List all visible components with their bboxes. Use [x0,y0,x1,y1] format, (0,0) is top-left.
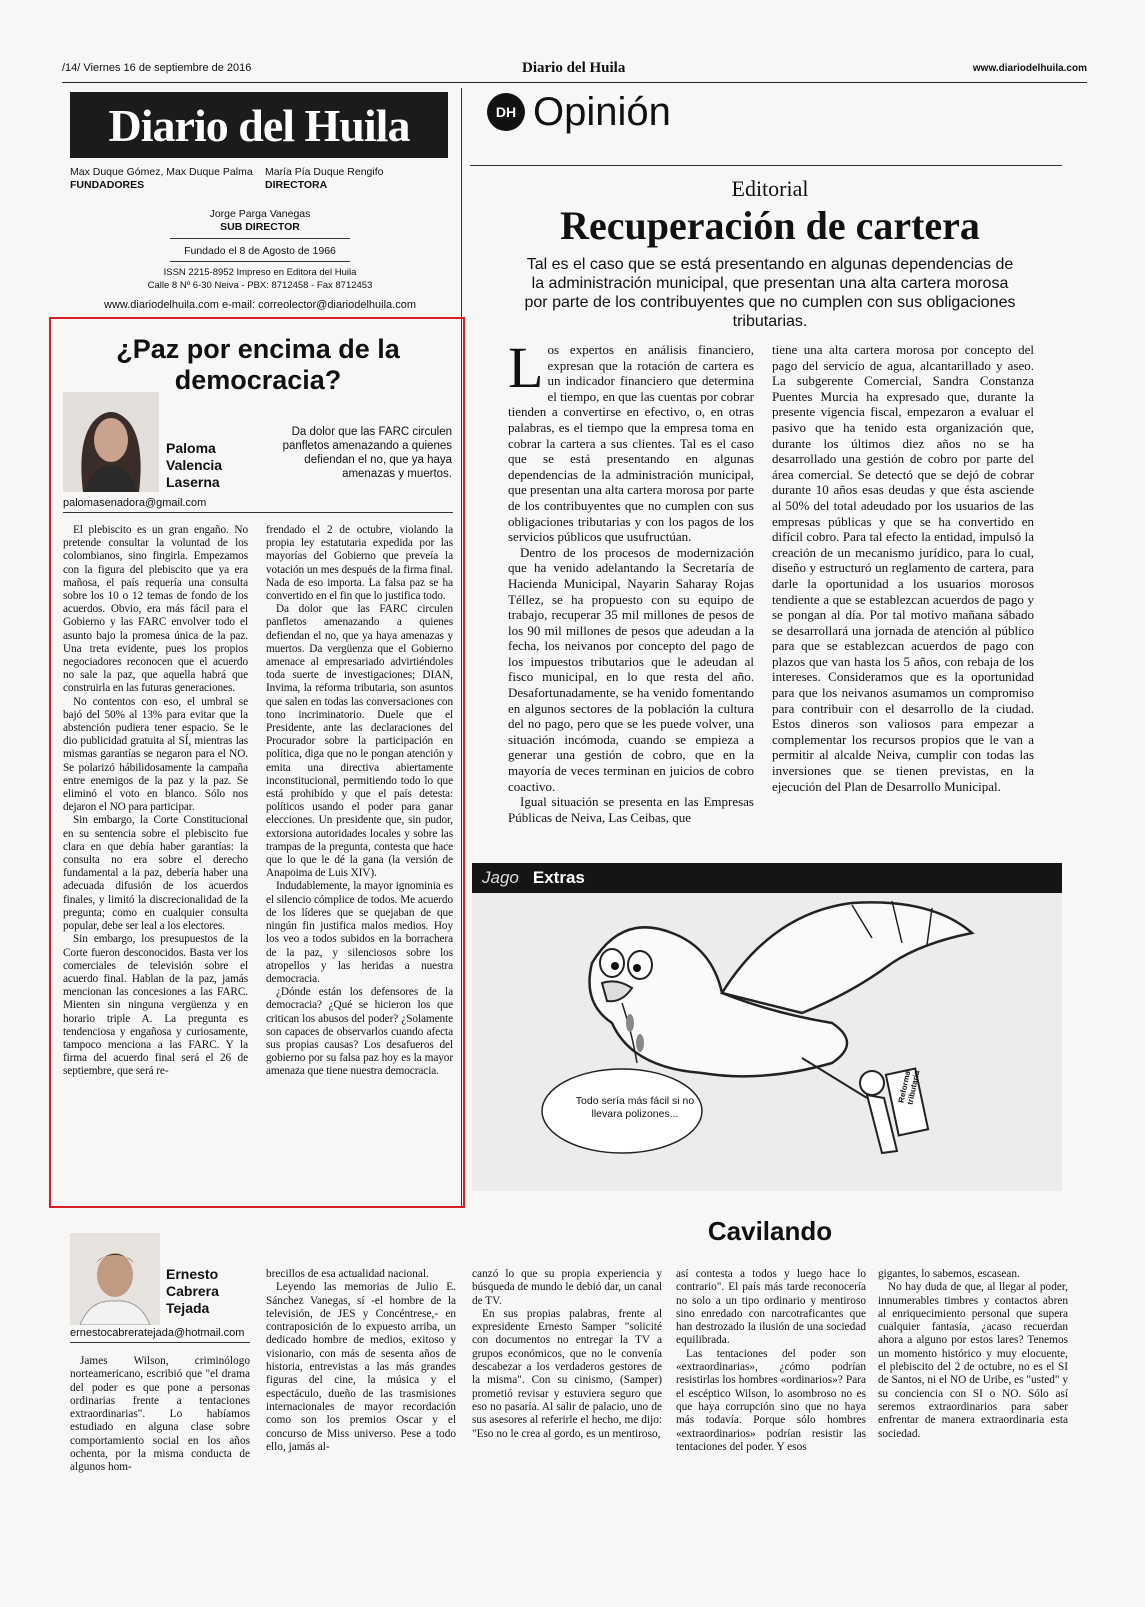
author-email: palomasenadora@gmail.com [63,497,207,509]
opinion-header [487,88,671,136]
paragraph: gigantes, lo sabemos, escasean. [878,1268,1020,1280]
paragraph: El plebiscito es un gran engaño. No pretende consultar la voluntad de los colombianos, sino fingirla. Empezamos con la figura del plebiscito que ya era mañosa, el país requería una consulta sobre los 10 o 12 temas de fondo de los acuerdos. Obvio, era más fácil para el Gobierno y las FARC envolver todo el asunto bajo la promesa única de la paz. Una treta evidente, pues los propios negociadores reconocen que el acuerdo no sale la paz, que aquella habrá que construirla en las futuras generaciones. [63,524,248,695]
pull-quote: Da dolor que las FARC circulen panfletos amenazando a quienes defiendan el no, que ya haya amenazas y muertos. [282,426,452,480]
article-title: ¿Paz por encima de la democracia? [116,334,400,395]
director-block [265,166,455,192]
editorial-title: Recuperación de cartera [560,203,980,248]
paragraph: Los expertos en análisis financiero, expresan que la rotación de cartera es un indicador financiero que determina el tiempo, en que las cuentas por cobrar tienden a convertirse en efectivo, o, en otras palabras, es el tiempo que la empresa toma en cobrar la cartera a sus clientes. Tal es el caso que se está presentando en algunas dependencias de la administración municipal, que presentan una alta cartera morosa por parte de los contribuyentes que no cumplen con sus obligaciones tributarias y con los pagos de los servicios públicos que usufructúan. [508,335,754,545]
paragraph: Indudablemente, la mayor ignominia es el silencio cómplice de todos. Me acuerdo de los líderes que se quejaban de que ningún fin justifica malos medios. Hoy los veo a todos subidos en la borrachera de la paz, y silenciosos sobre los atropellos y las heridas a nuestra democracia. [266,880,453,985]
paragraph: Sin embargo, los presupuestos de la Corte fueron desconocidos. Basta ver los comerciales de televisión sobre el acuerdo final. Hablan de la paz, jamás mencionan las concesiones a las FARC. Mienten sin ninguna vergüenza y en horario triple A. La pregunta es tendenciosa y engañosa y curiosamente, tampoco menciona a las FARC. Y la firma del acuerdo final será el 26 de septiembre, que será re- [63,933,248,1078]
cartoon-image [472,893,1062,1191]
oped-column-1 [63,524,248,1079]
page-info: /14/ Viernes 16 de septiembre de 2016 [62,62,252,74]
author-email: ernestocabreratejada@hotmail.com [70,1327,245,1339]
cartoon-sign-text: Reforma tributaria [896,1069,922,1106]
address-line: Calle 8 Nº 6-30 Neiva - PBX: 8712458 - Fax 8712453 [147,280,373,291]
paragraph: Las tentaciones del poder son «extraordinarias», ¿cómo podrían resistirlas los hombres «ordinarios»? Para el escéptico Wilson, lo asombroso no es que haya corrupción sino que no haya más todavía. Porque sólo hombres «extraordinarios» podrían resistir las tentaciones del poder. Y esos [676,1347,866,1453]
section-title: Opinión [533,89,671,134]
paragraph: Dentro de los procesos de modernización que ha venido adelantando la Secretaría de Hacienda Municipal, Nayarin Saharay Rojas Téllez, se ha propuesto con su equipo de trabajo, recuperar 35 mil millones de pesos de los 90 mil millones de pesos que adeudan a la fecha, los neivanos por concepto del pago de los impuestos tributarios que le adeudan al fisco municipal, en lo que resta del año. Desafortunadamente, se ha venido fomentando en algunos sectores de la población la cultura del no pago, pero que se les puede volver, una situación incómoda, cuando se empieza a generar una gestión de cobro, que en la mayoría de veces terminan en juicios de cobro coactivo. [508,544,754,794]
paragraph: brecillos de esa actualidad nacional. [266,1268,429,1280]
editorial-label: Editorial [731,176,809,201]
paragraph: No contentos con eso, el umbral se bajó del 50% al 13% para evitar que la abstención pudiera tener espacio. Se le dio publicidad gratuita al SÍ, mientras las mismas garantías se negaron para el NO. Se polarizó hábilidosamente la campaña entre enemigos de la paz y la paz. Se eliminó el voto en blanco. Sólo nos dejaron el NO para participar. [63,695,248,814]
divider [63,512,453,513]
paragraph: frendado el 2 de octubre, violando la propia ley estatutaria expedida por las mayorías del Gobierno que preveía la votación un mes después de la firma final. Nada de eso importa. La falsa paz se ha convertido en el fin que lo justifica todo. [266,524,453,603]
header-title: Diario del Huila [522,60,626,76]
paragraph: En sus propias palabras, frente al expresidente Ernesto Samper "solicité con documentos no entregar la TV a grupos económicos, que no le convenía descabezar a los verdaderos gestores de la misma". Con su cinismo, (Samper) prometió revisar y estuviera seguro que eso no pasaría. Al salir de palacio, uno de sus asesores al referirle el hecho, me dijo: "Eso no le crea al gordo, es un mentiroso, [472,1307,662,1440]
author-name: Ernesto Cabrera Tejada [166,1266,219,1316]
founders-names: Max Duque Gómez, Max Duque Palma [70,166,253,178]
divider [170,238,350,239]
cartoon-header [472,863,1062,893]
cartoonist-name: Jago [482,868,519,887]
author-name: Paloma Valencia Laserna [166,440,223,490]
cavilando-column-3 [472,1268,662,1441]
issn-line: ISSN 2215-8952 Impreso en Editora del Huila [163,267,357,278]
director-name: María Pía Duque Rengifo [265,166,384,178]
cavilando-column-4 [676,1268,866,1454]
paragraph: canzó lo que su propia experiencia y búsqueda de mundo le debió dar, un canal de TV. [472,1268,662,1307]
cavilando-column-5 [878,1268,1068,1441]
divider [170,261,350,262]
paragraph: tiene una alta cartera morosa por concepto del pago del servicio de agua, alcantarillado y aseo. La subgerente Comercial, Sandra Constanza Puentes Murcia ha expresado que, durante la presente vigencia fiscal, empezaron a evaluar el pasivo que ha tenido esta organización que, durante los últimos diez años no se ha desarrollado una gestión de cobro por parte del área comercial. Se detectó que se dejó de cobrar durante 10 años esas deudas y que ésta asciende al 50% del total adeudado por los usuarios de las empresas públicas y que se ha convertido en difícil cobro. Para tal efecto la entidad, impulsó la creación de un mecanismo jurídico, para lo cual, diseño y estructuró un reglamento de cartera, para darle la oportunidad a los usuarios morosos tendiente a que se establezcan acuerdos de pago y se pongan al día. Por tal motivo mañana sábado se desarrollará una jornada de atención al público para que se establezcan acuerdos de pago con plazos que van hasta los 5 años, con rebaja de los intereses. Consideramos que es la oportunidad para que los neivanos asumamos un compromiso para contribuir con el desarrollo de la ciudad. Estos dineros son valiosos para empezar a complementar los recursos propios que le van a permitir al alcalde Neiva, cumplir con todas las inversiones que se tienen previstas, en la ejecución del Plan de Desarrollo Municipal. [772,342,1034,794]
paragraph: Da dolor que las FARC circulen panfletos amenazando a quienes defiendan el no, que ya haya amenazas y muertos. Da vergüenza que el Gobierno amenace al empresariado advirtiéndoles toda suerte de investigaciones; DIAN, Invima, la reforma tributaria, son asuntos que salen en todas las conversaciones con tono incriminatorio. Duele que el Presidente, ante las declaraciones del Procurador sobre la participación en política, diga que no le pongan atención y emita una directiva abiertamente inconstitucional, permitiendo todo lo que está prohibido y que el país detesta: políticos usando el poder para ganar elecciones. Un presidente que, sin pudor, extorsiona autoridades locales y sobre las trampas de la pregunta, contesta que hace que lo que le dé la gana (la versión de Anapoima de Luis XIV). [266,603,453,880]
cavilando-title: Cavilando [707,1216,833,1246]
editorial-lead: Tal es el caso que se está presentando en algunas dependencias de la administración municipal, que presentan una alta cartera morosa por parte de los contribuyentes que no cumplen con sus obligaciones tributarias. [524,256,1016,330]
oped-column-2 [266,524,453,1079]
divider [470,165,1062,166]
page-header [62,60,1087,83]
founded-date: Fundado el 8 de Agosto de 1966 [184,245,336,257]
paragraph: James Wilson, criminólogo norteamericano, escribió que "el drama del poder es que pone a personas ordinarias frente a tentaciones extraordinarias". Lo habíamos estudiado en alguna clase sobre comportamiento social en los años ochenta, por la misma conducta de algunos hom- [70,1355,250,1474]
paragraph: Sin embargo, la Corte Constitucional en su sentencia sobre el plebiscito fue clara en que debía haber garantías: la consulta no era sobre el derecho fundamental a la paz, debería haber una adecuada difusión de los acuerdos finales, y limitó la discrecionalidad de la pregunta; como en cualquier consulta popular, debe ser leal a los electores. [63,814,248,933]
speech-bubble-text: Todo sería más fácil si no llevara polizones... [575,1095,695,1120]
founders-block [70,166,260,192]
subdirector-label: SUB DIRECTOR [220,221,300,233]
paragraph: Igual situación se presenta en las Empresas Públicas de Neiva, Las Ceibas, que [508,794,754,825]
dh-logo-icon: DH [487,93,525,131]
founders-label: FUNDADORES [70,179,145,191]
cavilando-column-1 [70,1355,250,1475]
editorial-column-2 [772,342,1034,794]
masthead-logo: Diario del Huila [70,92,448,158]
paragraph: ¿Dónde están los defensores de la democracia? ¿Qué se hicieron los que critican los abusos del poder? ¿Solamente son capaces de observarlos cuando afecta sus propias causas? Los desafueros del gobierno por su falsa paz hoy es la mayor amenaza que tiene nuestra democracia. [266,986,453,1078]
subdirector-name: Jorge Parga Vanegas [209,208,311,220]
author-photo [63,392,159,492]
subdirector-block [170,208,350,234]
header-website: www.diariodelhuila.com [972,63,1087,74]
paragraph: así contesta a todos y luego hace lo contrario". El país más tarde reconocería no solo a un tipo ordinario y mentiroso sino enredado con narcotraficantes que han destrozado la ilusión de una sociedad equilibrada. [676,1268,866,1347]
director-label: DIRECTORA [265,179,328,191]
author-photo [70,1233,160,1325]
cavilando-column-2 [266,1268,456,1454]
dropcap: L [508,335,544,400]
paragraph: No hay duda de que, al llegar al poder, innumerables timbres y contactos abren al enriquecimiento personal que supera cualquier fantasía, ¿acaso recuerdan ahora a alguno por estos lares? Tenemos un momento histórico y muy elocuente, el plebiscito del 2 de octubre, no es el SI de Santos, ni el NO de Uribe, es "usted" y su conciencia con SI o NO. Sólo así seremos extraordinarios para saber enfrentar de manera extraordinaria esta sociedad. [878,1281,1068,1440]
divider [70,1342,250,1343]
editorial-column-1 [508,335,754,825]
cartoon-section: Extras [532,868,585,887]
contact-line: www.diariodelhuila.com e-mail: correolector@diariodelhuila.com [104,299,416,311]
paragraph: Leyendo las memorias de Julio E. Sánchez Vanegas, sí -el hombre de la televisión, de JES y Concéntrese,- en contraposición de lo expuesto arriba, un dedicado hombre de medios, exitoso y visionario, con más de sesenta años de historia, entrevistas a las más grandes figuras del cine, la música y el espectáculo, dueño de las trasmisiones internacionales de mayor recordación como son los premios Oscar y el concurso de Miss universo. Pese a todo ello, jamás al- [266,1281,456,1453]
